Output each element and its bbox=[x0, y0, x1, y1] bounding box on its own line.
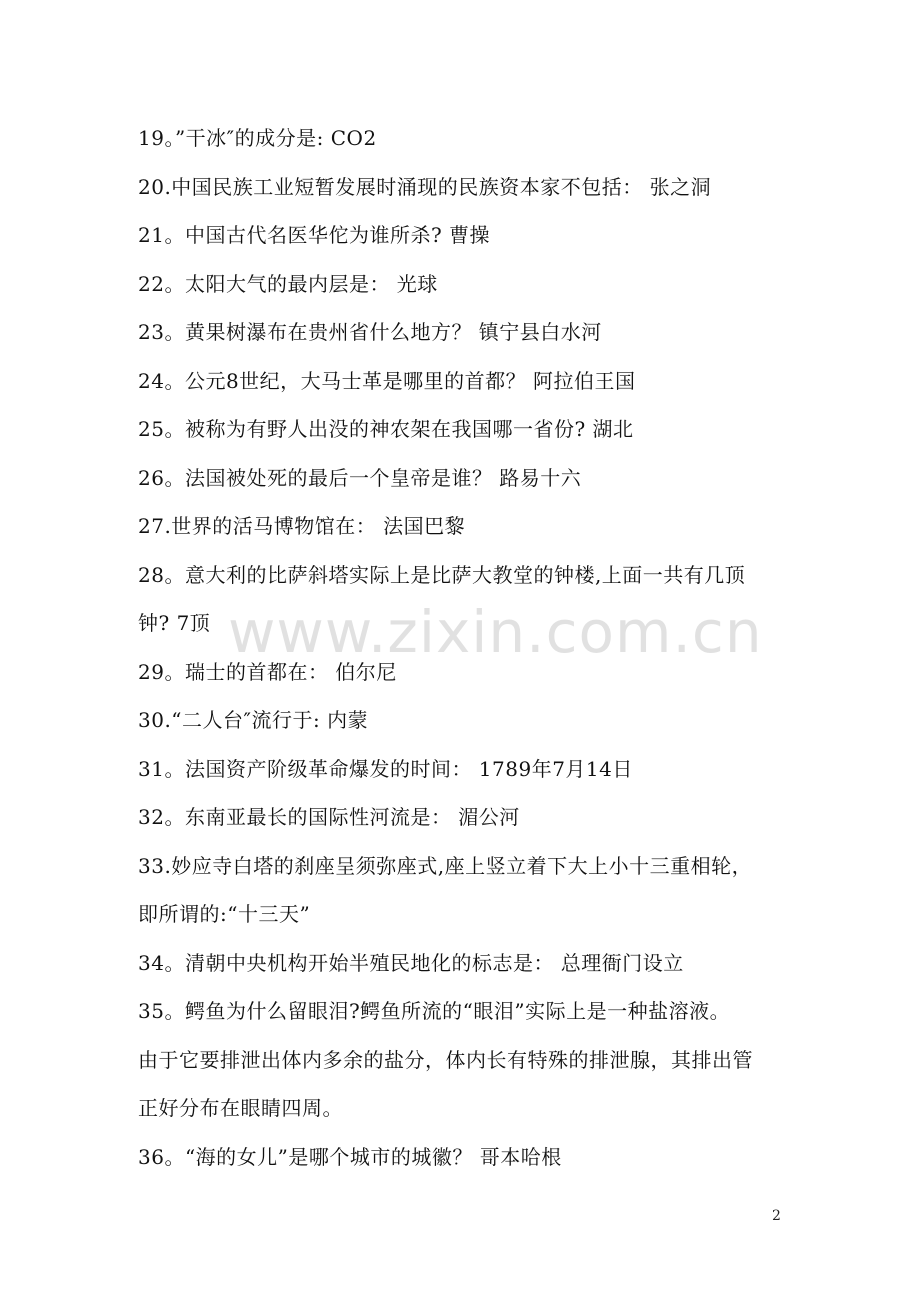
text-line-33a: 33.妙应寺白塔的刹座呈须弥座式,座上竖立着下大上小十三重相轮， bbox=[138, 853, 753, 878]
text-line-23: 23。黄果树瀑布在贵州省什么地方？ 镇宁县白水河 bbox=[138, 320, 602, 344]
text-line-22: 22。太阳大气的最内层是： 光球 bbox=[138, 271, 438, 296]
text-line-28a: 28。意大利的比萨斜塔实际上是比萨大教堂的钟楼,上面一共有几顶 bbox=[138, 562, 746, 587]
text-line-29: 29。瑞士的首都在： 伯尔尼 bbox=[138, 659, 397, 684]
text-line-26: 26。法国被处死的最后一个皇帝是谁？ 路易十六 bbox=[138, 465, 582, 490]
text-line-35b: 由于它要排泄出体内多余的盐分，体内长有特殊的排泄腺，其排出管 bbox=[138, 1047, 753, 1072]
text-line-20: 20.中国民族工业短暂发展时涌现的民族资本家不包括： 张之洞 bbox=[138, 174, 712, 199]
text-line-24: 24。公元8世纪，大马士革是哪里的首都？ 阿拉伯王国 bbox=[138, 368, 636, 393]
text-line-36: 36。“海的女儿”是哪个城市的城徽？ 哥本哈根 bbox=[138, 1144, 562, 1169]
text-line-32: 32。东南亚最长的国际性河流是： 湄公河 bbox=[138, 805, 520, 829]
text-line-35a: 35。鳄鱼为什么留眼泪?鳄鱼所流的“眼泪”实际上是一种盐溶液。 bbox=[138, 999, 731, 1023]
text-line-35c: 正好分布在眼睛四周。 bbox=[138, 1096, 343, 1120]
text-line-25: 25。被称为有野人出没的神农架在我国哪一省份? 湖北 bbox=[138, 417, 634, 441]
watermark: www.zixin.com.cn bbox=[228, 598, 763, 666]
text-line-33b: 即所谓的:“十三天” bbox=[138, 902, 311, 926]
text-line-28b: 钟? 7顶 bbox=[138, 611, 211, 635]
page-number: 2 bbox=[772, 1208, 781, 1224]
text-line-19: 19。”干冰″的成分是: CO2 bbox=[138, 126, 377, 150]
text-line-27: 27.世界的活马博物馆在： 法国巴黎 bbox=[138, 514, 466, 538]
text-line-30: 30.“二人台″流行于: 内蒙 bbox=[138, 708, 369, 732]
text-line-21: 21。中国古代名医华佗为谁所杀? 曹操 bbox=[138, 223, 491, 247]
document-body bbox=[138, 114, 798, 1181]
text-line-34: 34。清朝中央机构开始半殖民地化的标志是： 总理衙门设立 bbox=[138, 950, 684, 975]
text-line-31: 31。法国资产阶级革命爆发的时间： 1789年7月14日 bbox=[138, 756, 633, 781]
